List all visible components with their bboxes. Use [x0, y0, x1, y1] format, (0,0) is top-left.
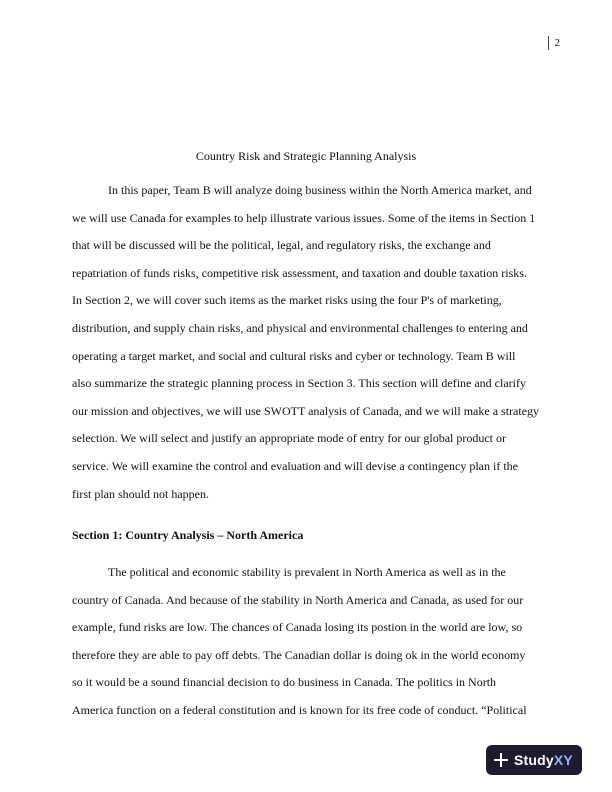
- brand-name: [514, 752, 573, 768]
- paragraph-line: In this paper, Team B will analyze doing business within the North America market, and: [108, 183, 532, 197]
- paragraph-line: also summarize the strategic planning process in Section 3. This section will define and clarify: [72, 376, 526, 391]
- plus-icon: [494, 753, 508, 767]
- document-title: Country Risk and Strategic Planning Analysis: [195, 149, 417, 163]
- paragraph-line: example, fund risks are low. The chances of Canada losing its postion in the world are low, so: [72, 620, 523, 635]
- paragraph-line: In Section 2, we will cover such items as the market risks using the four P's of marketing,: [72, 293, 502, 308]
- paragraph-line: selection. We will select and justify an appropriate mode of entry for our global product or: [72, 431, 507, 446]
- brand-name-part2: XY: [553, 752, 573, 768]
- paragraph-line: therefore they are able to pay off debts. The Canadian dollar is doing ok in the world economy: [72, 647, 526, 662]
- studyxy-badge[interactable]: [486, 745, 582, 775]
- brand-name-part1: Study: [514, 752, 554, 768]
- paragraph-line: country of Canada. And because of the stability in North America and Canada, as used for our: [72, 592, 524, 607]
- paragraph-line: first plan should not happen.: [72, 486, 209, 501]
- paragraph-line: our mission and objectives, we will use SWOTT analysis of Canada, and we will make a strategy: [72, 403, 540, 418]
- paragraph-line: that will be discussed will be the political, legal, and regulatory risks, the exchange and: [72, 238, 491, 253]
- paragraph-line: The political and economic stability is prevalent in North America as well as in the: [108, 565, 506, 579]
- paragraph-line: we will use Canada for examples to help illustrate various issues. Some of the items in Section 1: [72, 210, 536, 225]
- paragraph-line: service. We will examine the control and evaluation and will devise a contingency plan if the: [72, 458, 518, 473]
- paragraph-line: repatriation of funds risks, competitive risk assessment, and taxation and double taxation risks.: [72, 265, 527, 280]
- section-heading: Section 1: Country Analysis – North America: [72, 528, 304, 542]
- section1-paragraph: [72, 564, 540, 730]
- paragraph-line: distribution, and supply chain risks, and physical and environmental challenges to entering and: [72, 320, 528, 335]
- paragraph-line: operating a target market, and social and cultural risks and cyber or technology. Team B will: [72, 348, 516, 363]
- paragraph-line: so it would be a sound financial decision to do business in Canada. The politics in North: [72, 675, 497, 690]
- page-number: 2: [548, 36, 561, 50]
- intro-paragraph: [72, 182, 540, 513]
- paragraph-line: America function on a federal constitution and is known for its free code of conduct. “Political: [72, 702, 527, 717]
